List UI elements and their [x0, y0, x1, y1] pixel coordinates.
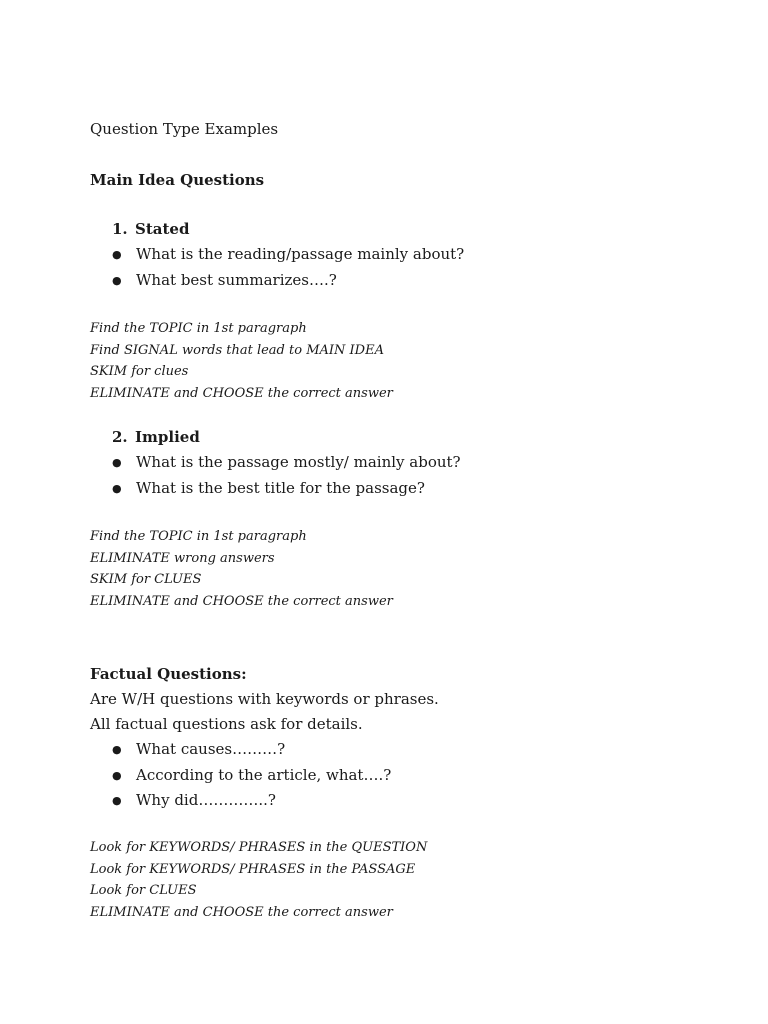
factual-bullet-list [90, 737, 391, 814]
list-item: ● What is the reading/passage mainly about? [112, 242, 464, 268]
implied-number: 2. [112, 428, 128, 446]
bullet-icon: ● [112, 743, 122, 756]
tip-line: Find SIGNAL words that lead to MAIN IDEA [90, 342, 384, 358]
list-item: ● What causes………? [112, 737, 391, 763]
bullet-icon: ● [112, 794, 122, 807]
document-page [90, 0, 730, 1024]
list-item: ● According to the article, what….? [112, 763, 391, 789]
factual-heading: Factual Questions: [90, 665, 247, 683]
list-item: ● What is the best title for the passage? [112, 476, 461, 502]
stated-label: Stated [135, 220, 190, 238]
main-idea-heading: Main Idea Questions [90, 171, 265, 189]
tip-line: ELIMINATE and CHOOSE the correct answer [90, 385, 393, 401]
tip-line: Look for KEYWORDS/ PHRASES in the PASSAGE [90, 861, 416, 877]
tip-line: ELIMINATE and CHOOSE the correct answer [90, 904, 393, 920]
stated-number: 1. [112, 220, 128, 238]
list-item: ● Why did…………..? [112, 788, 391, 814]
bullet-icon: ● [112, 768, 122, 782]
bullet-icon: ● [112, 481, 122, 495]
tip-line: ELIMINATE wrong answers [90, 550, 275, 566]
tip-line: Look for KEYWORDS/ PHRASES in the QUESTION [90, 840, 428, 855]
implied-label: Implied [135, 428, 200, 446]
bullet-icon: ● [112, 273, 122, 287]
stated-subheading [112, 220, 189, 238]
stated-tips [90, 318, 393, 404]
tip-line: Look for CLUES [90, 883, 197, 898]
stated-bullet-list [90, 242, 464, 293]
list-item: ● What best summarizes….? [112, 268, 464, 294]
list-item: ● What is the passage mostly/ mainly about? [112, 450, 461, 476]
factual-line: All factual questions ask for details. [90, 715, 363, 733]
implied-bullet-list [90, 450, 461, 501]
tip-line: ELIMINATE and CHOOSE the correct answer [90, 593, 393, 609]
tip-line: Find the TOPIC in 1st paragraph [90, 321, 307, 336]
factual-tips [90, 837, 427, 923]
document-title: Question Type Examples [90, 120, 279, 138]
tip-line: SKIM for clues [90, 364, 189, 379]
implied-subheading [112, 428, 200, 446]
implied-tips [90, 526, 393, 612]
tip-line: SKIM for CLUES [90, 572, 202, 587]
bullet-icon: ● [112, 248, 122, 261]
tip-line: Find the TOPIC in 1st paragraph [90, 529, 307, 544]
factual-line: Are W/H questions with keywords or phrases. [90, 690, 439, 708]
bullet-icon: ● [112, 456, 122, 469]
